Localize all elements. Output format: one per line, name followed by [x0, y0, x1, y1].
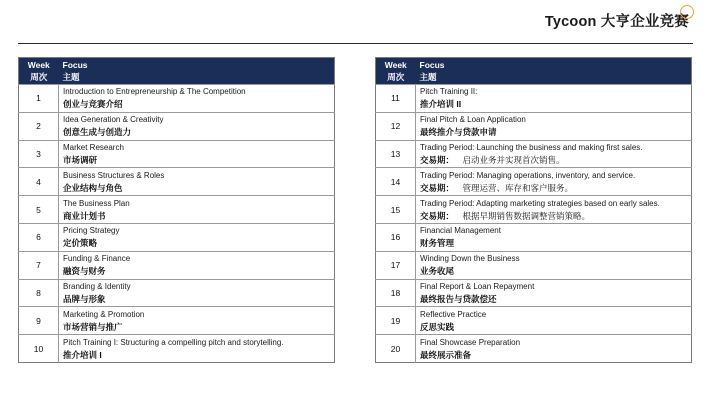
week-header-zh: 周次: [387, 72, 405, 82]
week-number: 20: [376, 335, 416, 363]
table-row: [19, 112, 335, 140]
focus-zh: [420, 210, 687, 222]
focus-zh-detail: 根据早期销售数据调整营销策略。: [462, 210, 591, 221]
focus-en: Branding & Identity: [63, 281, 131, 291]
focus-zh: [420, 126, 687, 138]
week-number: 11: [376, 85, 416, 113]
table-row: [19, 196, 335, 224]
focus-cell: [416, 140, 692, 168]
right-table-body: [376, 85, 692, 363]
focus-zh-label: 商业计划书: [63, 210, 106, 221]
focus-en: Financial Management: [420, 226, 501, 236]
focus-cell: [59, 112, 335, 140]
focus-zh: [63, 349, 330, 361]
focus-zh: [420, 237, 687, 249]
week-number: 6: [19, 223, 59, 251]
focus-en: Trading Period: Adapting marketing strategies based on early sales.: [420, 198, 660, 208]
focus-zh-label: 创业与竞赛介绍: [63, 99, 123, 110]
focus-header-zh: 主题: [419, 72, 437, 82]
table-row: [376, 335, 692, 363]
focus-cell: [416, 112, 692, 140]
focus-column-header: [59, 58, 335, 85]
brand-title: [545, 10, 689, 31]
table-row: [376, 112, 692, 140]
week-header-en: Week: [27, 60, 50, 70]
focus-zh: [63, 321, 330, 333]
week-number: 2: [19, 112, 59, 140]
week-number: 5: [19, 196, 59, 224]
week-header-zh: 周次: [30, 72, 48, 82]
focus-cell: [59, 279, 335, 307]
brand-ring-icon: [680, 5, 694, 19]
focus-en: Marketing & Promotion: [63, 309, 145, 319]
focus-cell: [416, 168, 692, 196]
table-row: [19, 307, 335, 335]
week-header-en: Week: [384, 60, 407, 70]
table-row: [19, 140, 335, 168]
focus-en: Winding Down the Business: [420, 254, 520, 264]
focus-cell: [59, 223, 335, 251]
focus-zh: [63, 265, 330, 277]
focus-zh: [63, 182, 330, 194]
table-row: [19, 279, 335, 307]
focus-en: Final Pitch & Loan Application: [420, 115, 526, 125]
focus-cell: [59, 335, 335, 363]
focus-en: The Business Plan: [63, 198, 130, 208]
table-row: [376, 140, 692, 168]
focus-zh: [420, 98, 687, 110]
focus-zh-label: 交易期：: [420, 154, 455, 165]
focus-zh-label: 推介培训 II: [420, 99, 462, 110]
focus-zh: [420, 265, 687, 277]
focus-column-header: [416, 58, 692, 85]
table-row: [19, 85, 335, 113]
focus-en: Pitch Training I: Structuring a compelling pitch and storytelling.: [63, 337, 284, 347]
week-number: 13: [376, 140, 416, 168]
week-column-header: [19, 58, 59, 85]
week-number: 14: [376, 168, 416, 196]
week-number: 15: [376, 196, 416, 224]
table-row: [376, 307, 692, 335]
focus-zh: [420, 293, 687, 305]
focus-zh-label: 财务管理: [420, 238, 455, 249]
week-number: 19: [376, 307, 416, 335]
week-number: 9: [19, 307, 59, 335]
week-number: 7: [19, 251, 59, 279]
focus-zh: [420, 182, 687, 194]
focus-cell: [416, 307, 692, 335]
focus-cell: [416, 196, 692, 224]
week-number: 10: [19, 335, 59, 363]
focus-cell: [59, 168, 335, 196]
table-row: [19, 335, 335, 363]
focus-en: Trading Period: Launching the business and making first sales.: [420, 142, 643, 152]
focus-zh: [420, 321, 687, 333]
focus-zh-detail: 启动业务并实现首次销售。: [462, 154, 565, 165]
focus-cell: [59, 196, 335, 224]
focus-zh-label: 品牌与形象: [63, 293, 106, 304]
focus-zh: [63, 237, 330, 249]
table-row: [376, 223, 692, 251]
focus-en: Pitch Training II:: [420, 87, 478, 97]
focus-en: Pricing Strategy: [63, 226, 120, 236]
week-number: 16: [376, 223, 416, 251]
header-divider: [18, 43, 693, 44]
focus-zh-label: 交易期：: [420, 182, 455, 193]
week-column-header: [376, 58, 416, 85]
focus-zh-label: 最终推介与贷款申请: [420, 127, 497, 138]
focus-en: Funding & Finance: [63, 254, 131, 264]
left-table-body: [19, 85, 335, 363]
focus-cell: [59, 140, 335, 168]
focus-cell: [59, 85, 335, 113]
table-row: [19, 168, 335, 196]
focus-en: Final Report & Loan Repayment: [420, 281, 535, 291]
focus-cell: [416, 223, 692, 251]
focus-zh-label: 融资与财务: [63, 266, 106, 277]
schedule-table-weeks-1-10: [18, 57, 335, 363]
focus-en: Introduction to Entrepreneurship & The Competition: [63, 87, 246, 97]
focus-en: Reflective Practice: [420, 309, 487, 319]
focus-cell: [59, 251, 335, 279]
focus-en: Idea Generation & Creativity: [63, 115, 164, 125]
focus-zh: [63, 293, 330, 305]
table-row: [19, 223, 335, 251]
focus-zh-label: 市场调研: [63, 154, 98, 165]
focus-zh: [63, 126, 330, 138]
week-number: 3: [19, 140, 59, 168]
table-header-row: [376, 58, 692, 85]
focus-zh-label: 反思实践: [420, 321, 455, 332]
week-number: 17: [376, 251, 416, 279]
focus-zh-label: 最终展示准备: [420, 349, 472, 360]
focus-header-en: Focus: [62, 60, 88, 70]
focus-zh-label: 最终报告与贷款偿还: [420, 293, 497, 304]
focus-zh-label: 交易期：: [420, 210, 455, 221]
focus-cell: [416, 335, 692, 363]
focus-en: Trading Period: Managing operations, inventory, and service.: [420, 170, 636, 180]
focus-en: Final Showcase Preparation: [420, 337, 521, 347]
schedule-table-weeks-11-20: [375, 57, 692, 363]
focus-zh: [63, 98, 330, 110]
focus-zh-label: 市场营销与推广: [63, 321, 123, 332]
focus-zh: [63, 210, 330, 222]
table-row: [19, 251, 335, 279]
focus-zh: [63, 154, 330, 166]
focus-en: Business Structures & Roles: [63, 170, 165, 180]
focus-cell: [59, 307, 335, 335]
focus-cell: [416, 251, 692, 279]
focus-en: Market Research: [63, 142, 124, 152]
focus-zh: [420, 349, 687, 361]
table-row: [376, 279, 692, 307]
table-row: [376, 85, 692, 113]
table-row: [376, 168, 692, 196]
focus-header-en: Focus: [419, 60, 445, 70]
focus-zh-label: 企业结构与角色: [63, 182, 123, 193]
focus-zh: [420, 154, 687, 166]
focus-zh-label: 创意生成与创造力: [63, 127, 132, 138]
brand-name: Tycoon 大亨企业竞赛: [544, 14, 689, 30]
week-number: 18: [376, 279, 416, 307]
focus-header-zh: 主题: [62, 72, 80, 82]
week-number: 8: [19, 279, 59, 307]
week-number: 12: [376, 112, 416, 140]
table-row: [376, 196, 692, 224]
week-number: 4: [19, 168, 59, 196]
focus-cell: [416, 279, 692, 307]
focus-zh-label: 定价策略: [63, 238, 98, 249]
focus-zh-label: 推介培训 I: [63, 349, 102, 360]
table-header-row: [19, 58, 335, 85]
focus-zh-label: 业务收尾: [420, 266, 455, 277]
focus-cell: [416, 85, 692, 113]
week-number: 1: [19, 85, 59, 113]
focus-zh-detail: 管理运营、库存和客户服务。: [462, 182, 574, 193]
table-row: [376, 251, 692, 279]
